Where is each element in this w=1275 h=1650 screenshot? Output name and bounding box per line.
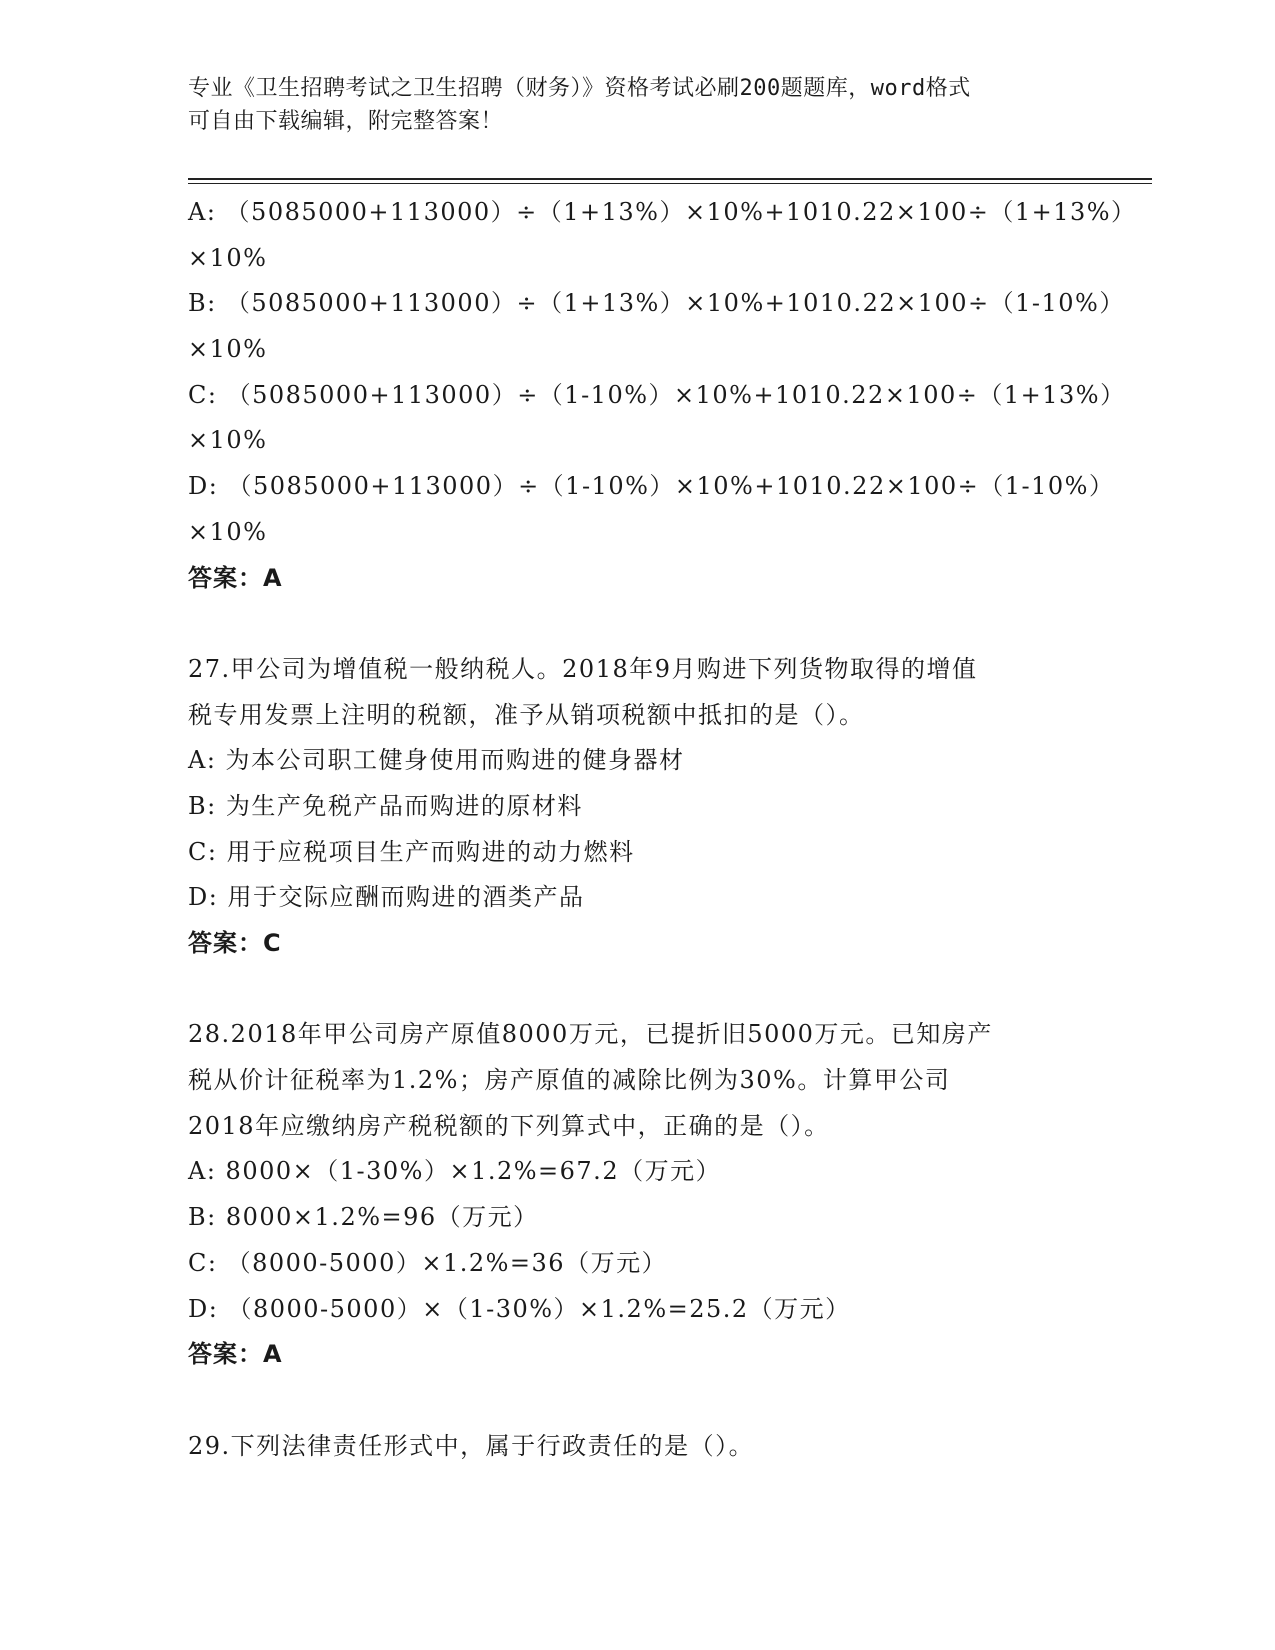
q26-option-d-line-2: ×10%: [188, 517, 268, 546]
document-body: [188, 190, 1137, 1469]
q28-stem-line-2: 税从价计征税率为1.2%；房产原值的减除比例为30%。计算甲公司: [188, 1066, 951, 1095]
header-title-line-1: 专业《卫生招聘考试之卫生招聘（财务）》资格考试必刷200题题库，word格式: [188, 76, 971, 101]
q28-stem-line-3: 2018年应缴纳房产税税额的下列算式中，正确的是（）。: [188, 1111, 830, 1140]
q27-option-d: D: 用于交际应酬而购进的酒类产品: [188, 883, 585, 912]
q26-answer: 答案：A: [188, 563, 283, 592]
header-divider-thick: [188, 178, 1152, 180]
q28-option-d: D: （8000-5000）×（1-30%）×1.2%=25.2（万元）: [188, 1294, 851, 1323]
header-divider-thin: [188, 183, 1152, 184]
q28-option-a: A: 8000×（1-30%）×1.2%=67.2（万元）: [188, 1157, 722, 1186]
q27-option-a: A: 为本公司职工健身使用而购进的健身器材: [188, 746, 685, 775]
q28-stem-line-1: 28.2018年甲公司房产原值8000万元，已提折旧5000万元。已知房产: [188, 1020, 993, 1049]
q26-option-b-line-2: ×10%: [188, 335, 268, 364]
q26-option-a-line-2: ×10%: [188, 243, 268, 272]
q26-option-a-line-1: A: （5085000+113000）÷（1+13%）×10%+1010.22×100÷（1+13%）: [188, 198, 1137, 226]
question-29: [188, 1424, 1088, 1470]
document-header: [188, 72, 1068, 138]
header-title-line-2: 可自由下载编辑，附完整答案！: [188, 109, 504, 134]
q28-option-b: B: 8000×1.2%=96（万元）: [188, 1203, 539, 1232]
q27-stem-line-2: 税专用发票上注明的税额，准予从销项税额中抵扣的是（）。: [188, 700, 865, 729]
q26-option-c-line-2: ×10%: [188, 426, 268, 455]
q28-option-c: C: （8000-5000）×1.2%=36（万元）: [188, 1248, 668, 1277]
question-27: [188, 647, 1088, 967]
q26-option-d-line-1: D: （5085000+113000）÷（1-10%）×10%+1010.22×100÷（1-10%）: [188, 472, 1115, 501]
question-26: [188, 190, 1137, 601]
q27-answer: 答案：C: [188, 929, 282, 957]
q26-option-b-line-1: B: （5085000+113000）÷（1+13%）×10%+1010.22×100÷（1-10%）: [188, 289, 1125, 318]
q27-option-b: B: 为生产免税产品而购进的原材料: [188, 791, 583, 820]
q28-answer: 答案：A: [188, 1340, 283, 1369]
q27-stem-line-1: 27.甲公司为增值税一般纳税人。2018年9月购进下列货物取得的增值: [188, 654, 978, 683]
q29-stem-line-1: 29.下列法律责任形式中，属于行政责任的是（）。: [188, 1431, 755, 1460]
question-28: [188, 1012, 1088, 1378]
q26-option-c-line-1: C: （5085000+113000）÷（1-10%）×10%+1010.22×100÷（1+13%）: [188, 380, 1126, 409]
q27-option-c: C: 用于应税项目生产而购进的动力燃料: [188, 837, 635, 866]
